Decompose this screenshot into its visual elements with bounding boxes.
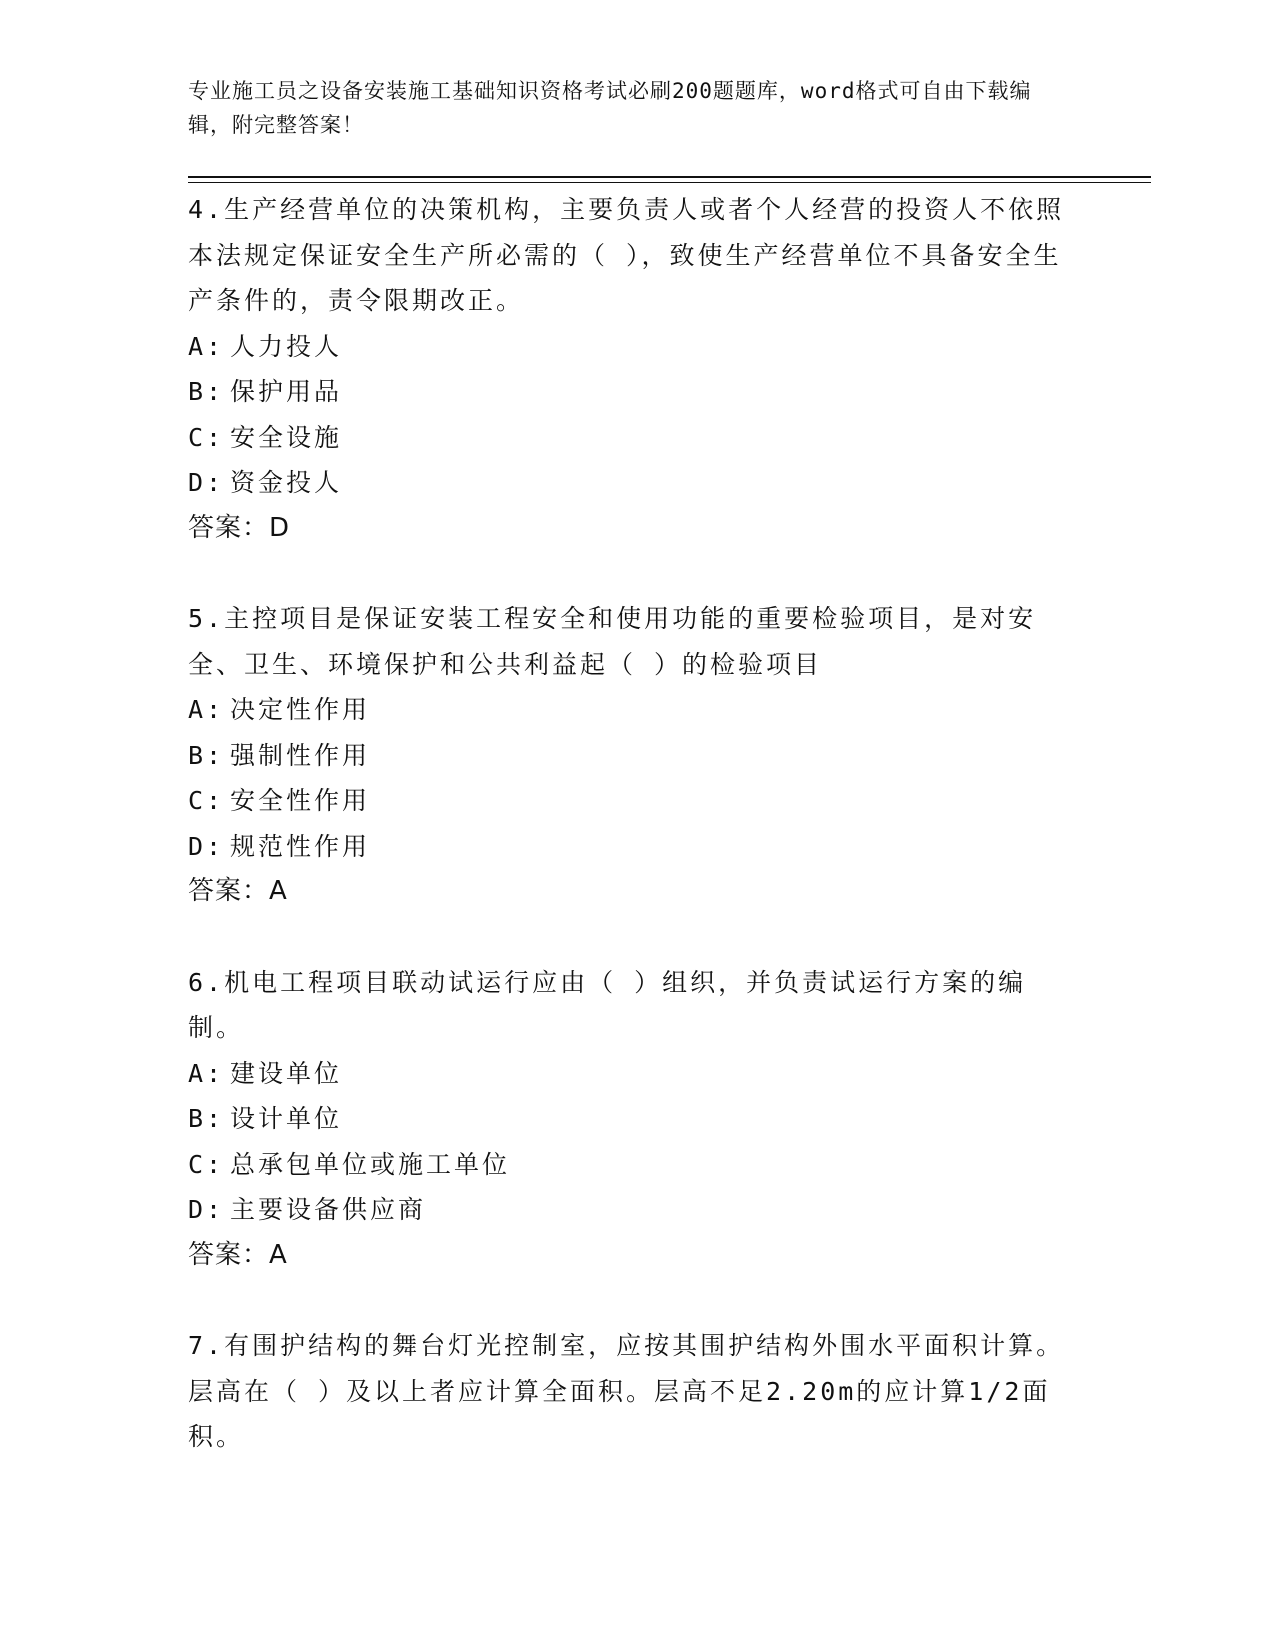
option-text: 主要设备供应商 [230,1195,427,1224]
question-text: 6.机电工程项目联动试运行应由（ ）组织，并负责试运行方案的编制。 [188,967,1027,1042]
option-text: 强制性作用 [230,740,371,770]
option-c [188,415,1078,461]
option-text: 建设单位 [230,1058,343,1088]
option-key: D: [188,1195,225,1224]
option-list [188,324,1078,506]
option-text: 规范性作用 [230,831,371,861]
option-b [188,369,1078,415]
option-b [188,1096,1078,1142]
question-list [188,187,1078,1505]
question-text: 5.主控项目是保证安装工程安全和使用功能的重要检验项目，是对安全、卫生、环境保护和公共利益起（ ）的检验项目 [188,604,1037,679]
option-key: B: [188,740,225,770]
answer-line: 答案：A [188,876,288,906]
option-text: 安全设施 [230,422,343,452]
option-a [188,324,1078,370]
option-text: 保护用品 [230,377,343,406]
option-key: B: [188,377,225,406]
option-key: C: [188,422,225,452]
option-key: D: [188,468,225,497]
option-text: 安全性作用 [230,786,371,815]
answer-line: 答案：A [188,1239,288,1270]
option-key: A: [188,331,225,361]
option-text: 设计单位 [230,1104,343,1133]
option-key: A: [188,695,225,724]
header-divider-thin [188,182,1151,183]
option-d [188,1187,1078,1233]
question-4 [188,187,1078,551]
option-key: C: [188,1149,225,1179]
option-c [188,1142,1078,1188]
option-key: B: [188,1104,225,1133]
option-a [188,1051,1078,1097]
question-5 [188,596,1078,915]
option-c [188,778,1078,824]
question-text: 4.生产经营单位的决策机构，主要负责人或者个人经营的投资人不依照本法规定保证安全生产所必需的（ ），致使生产经营单位不具备安全生产条件的，责令限期改正。 [188,195,1065,315]
option-text: 人力投人 [230,331,343,361]
option-list [188,687,1078,869]
option-d [188,824,1078,870]
option-a [188,687,1078,733]
option-text: 资金投人 [230,468,343,497]
question-7 [188,1323,1078,1460]
header-divider-thick [188,176,1151,178]
option-d [188,460,1078,506]
option-text: 总承包单位或施工单位 [230,1149,511,1179]
option-list [188,1051,1078,1233]
question-6 [188,960,1078,1279]
option-b [188,733,1078,779]
question-text: 7.有围护结构的舞台灯光控制室，应按其围护结构外围水平面积计算。层高在（ ）及以上者应计算全面积。层高不足2.20m的应计算1/2面积。 [188,1331,1065,1451]
option-key: C: [188,786,225,815]
page-header: 专业施工员之设备安装施工基础知识资格考试必刷200题题库，word格式可自由下载编辑，附完整答案！ [188,79,1032,137]
option-text: 决定性作用 [230,695,371,724]
answer-line: 答案：D [188,512,291,543]
option-key: A: [188,1058,225,1088]
option-key: D: [188,831,225,861]
